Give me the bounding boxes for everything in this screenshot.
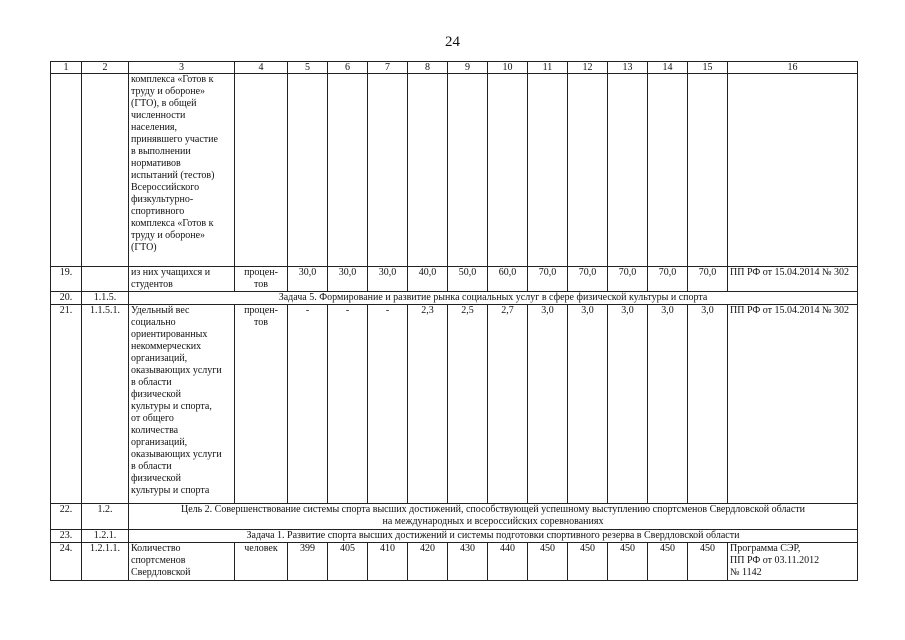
row-number: 19. [51,267,82,292]
value-cell: 3,0 [648,305,688,504]
value-cell: 2,3 [408,305,448,504]
value-cell: 450 [568,543,608,581]
indicators-table [50,61,858,581]
value-cell: 405 [328,543,368,581]
value-cell: 410 [368,543,408,581]
value-cell: - [368,305,408,504]
table-row-23 [51,530,858,543]
unit: человек [235,543,288,581]
value-cell: 70,0 [608,267,648,292]
indicator-name: Удельный вес социально ориентированных некоммерческих организаций, оказывающих услуги в области физической культуры и спорта, от общего количества организаций, оказывающих услуги в области физической культуры и спорта [129,305,235,504]
task-title: Задача 5. Формирование и развитие рынка социальных услуг в сфере физической культуры и спорта [129,292,858,305]
value-cell: 3,0 [568,305,608,504]
value-cell: - [328,305,368,504]
page-number: 24 [445,34,460,50]
source-cell: ПП РФ от 15.04.2014 № 302 [728,305,858,504]
value-cell: 450 [688,543,728,581]
header-cell: 3 [129,62,235,74]
header-cell: 13 [608,62,648,74]
header-cell: 15 [688,62,728,74]
row-number: 20. [51,292,82,305]
value-cell: 70,0 [648,267,688,292]
header-cell: 12 [568,62,608,74]
table-row-22 [51,504,858,530]
row-code: 1.1.5. [82,292,129,305]
row-number: 23. [51,530,82,543]
value-cell: 450 [608,543,648,581]
value-cell: 3,0 [528,305,568,504]
header-cell: 5 [288,62,328,74]
row-code: 1.2. [82,504,129,530]
header-cell: 2 [82,62,129,74]
value-cell: 420 [408,543,448,581]
table-row-24 [51,543,858,581]
header-cell: 11 [528,62,568,74]
value-cell: 60,0 [488,267,528,292]
value-cell: 3,0 [688,305,728,504]
table-row-21 [51,305,858,504]
header-cell: 8 [408,62,448,74]
header-cell: 6 [328,62,368,74]
value-cell: 430 [448,543,488,581]
value-cell: 40,0 [408,267,448,292]
header-cell: 9 [448,62,488,74]
value-cell: 50,0 [448,267,488,292]
indicator-name: комплекса «Готов к труду и обороне» (ГТО), в общей численности населения, принявшего участие в выполнении нормативов испытаний (тестов) Всероссийского физкультурно- спортивного комплекса «Готов к труду и обороне» (ГТО) [129,74,235,267]
value-cell: 440 [488,543,528,581]
header-row [51,62,858,74]
row-code: 1.1.5.1. [82,305,129,504]
value-cell: 399 [288,543,328,581]
goal-title: Цель 2. Совершенствование системы спорта высших достижений, способствующей успешному выступлению спортсменов Свердловской области на международных и всероссийских соревнованиях [129,504,858,530]
header-cell: 7 [368,62,408,74]
value-cell: 450 [648,543,688,581]
table-row-19 [51,267,858,292]
header-cell: 4 [235,62,288,74]
table-row-20 [51,292,858,305]
table-row-continued [51,74,858,267]
source-cell: ПП РФ от 15.04.2014 № 302 [728,267,858,292]
value-cell: 2,5 [448,305,488,504]
value-cell: - [288,305,328,504]
source-cell: Программа СЭР, ПП РФ от 03.11.2012 № 1142 [728,543,858,581]
row-number: 22. [51,504,82,530]
value-cell: 70,0 [568,267,608,292]
row-number: 24. [51,543,82,581]
header-cell: 14 [648,62,688,74]
row-number: 21. [51,305,82,504]
header-cell: 16 [728,62,858,74]
indicator-name: из них учащихся и студентов [129,267,235,292]
unit: процен- тов [235,305,288,504]
unit: процен- тов [235,267,288,292]
row-code: 1.2.1. [82,530,129,543]
indicator-name: Количество спортсменов Свердловской [129,543,235,581]
value-cell: 30,0 [328,267,368,292]
row-code: 1.2.1.1. [82,543,129,581]
value-cell: 70,0 [528,267,568,292]
value-cell: 70,0 [688,267,728,292]
header-cell: 1 [51,62,82,74]
value-cell: 2,7 [488,305,528,504]
value-cell: 450 [528,543,568,581]
value-cell: 30,0 [368,267,408,292]
value-cell: 3,0 [608,305,648,504]
task-title: Задача 1. Развитие спорта высших достижений и системы подготовки спортивного резерва в Свердловской области [129,530,858,543]
value-cell: 30,0 [288,267,328,292]
header-cell: 10 [488,62,528,74]
row-code [82,267,129,292]
